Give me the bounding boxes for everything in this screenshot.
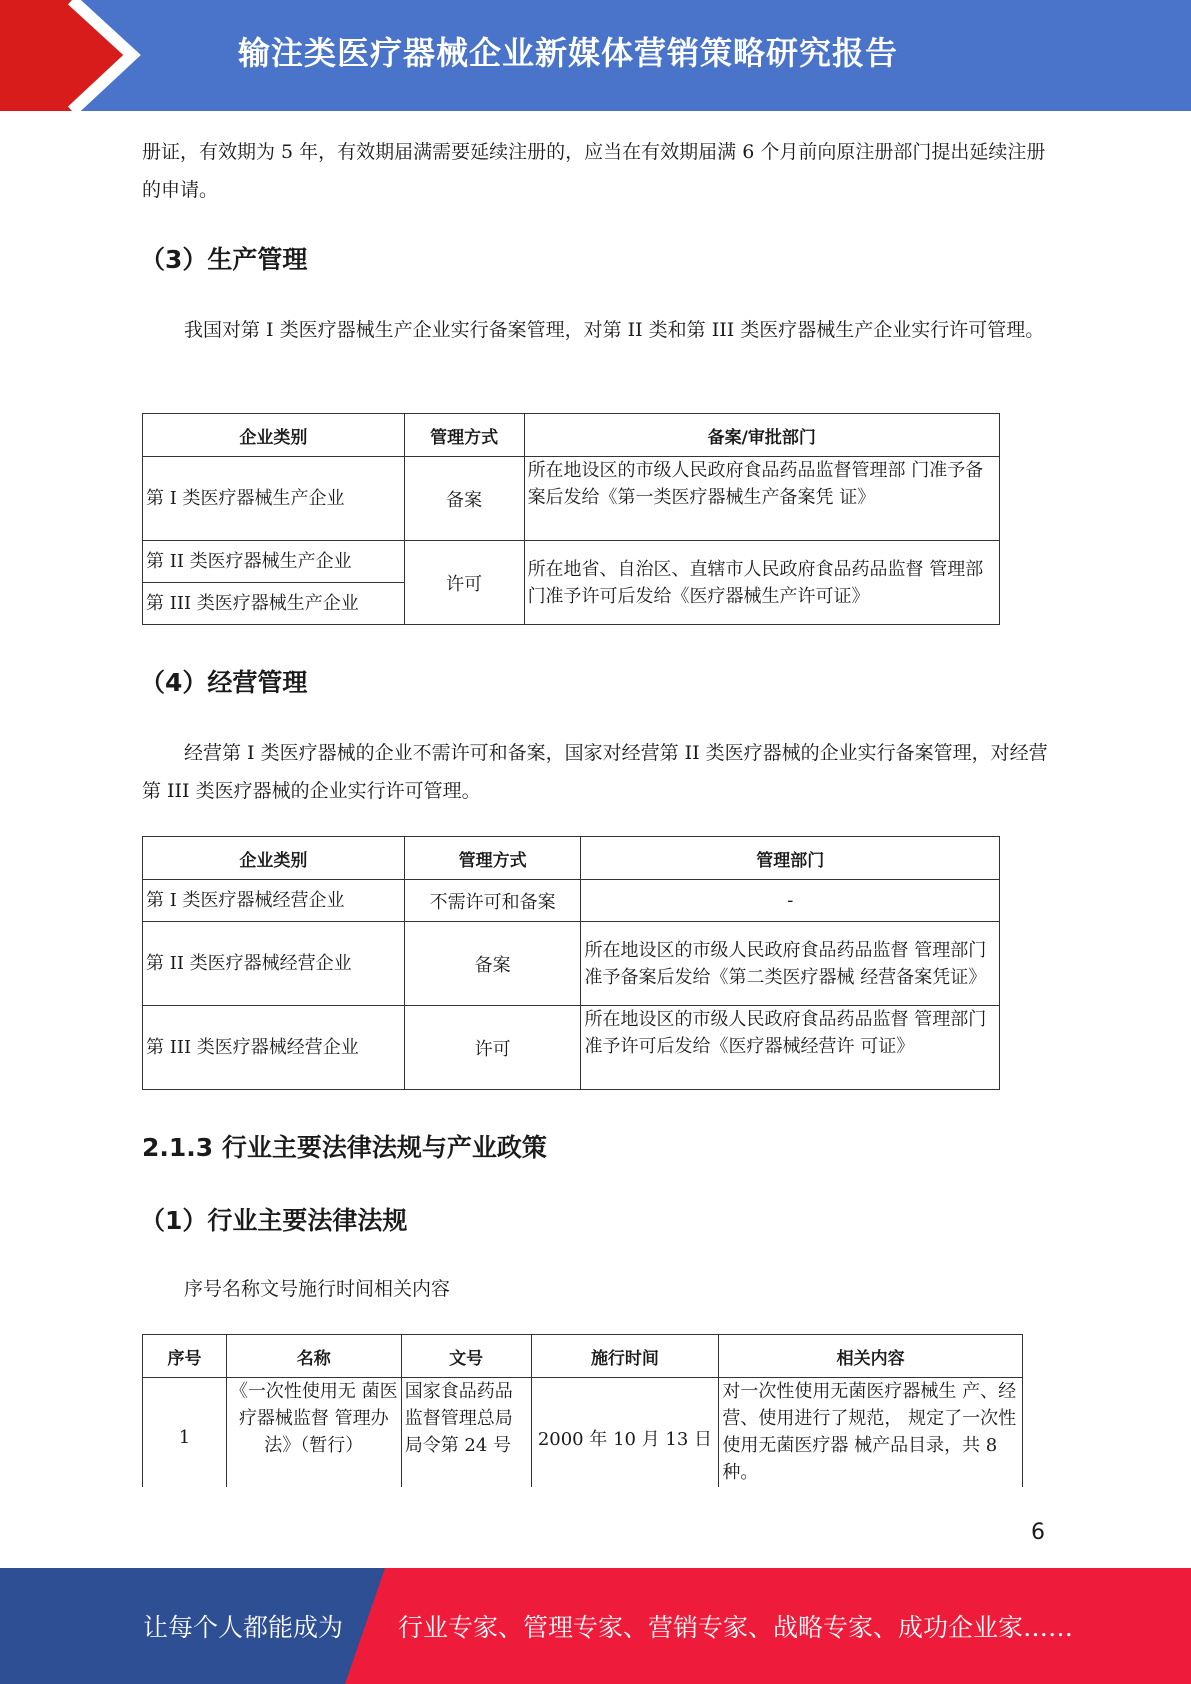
- table-cell-method: 许可: [404, 1006, 581, 1090]
- subsection-heading-laws: （1）行业主要法律法规: [140, 1206, 408, 1235]
- table-row: [143, 880, 1000, 922]
- table-cell-category: 第 II 类医疗器械生产企业: [143, 541, 405, 583]
- table-cell-category: 第 III 类医疗器械生产企业: [143, 583, 405, 625]
- table-row: [143, 541, 1000, 583]
- table-row: [143, 922, 1000, 1006]
- section-heading-operation: （4）经营管理: [140, 668, 308, 697]
- table-header-cell: 企业类别: [143, 414, 405, 457]
- table-header-cell: 管理方式: [404, 414, 524, 457]
- table-header-cell: 名称: [226, 1335, 401, 1378]
- intro-paragraph: 册证，有效期为 5 年，有效期届满需要延续注册的，应当在有效期届满 6 个月前向原注册部门提出延续注册的申请。: [142, 141, 1046, 201]
- table-row: [143, 457, 1000, 541]
- footer-slogan-left: 让每个人都能成为: [143, 1613, 344, 1642]
- page-footer: [0, 1568, 1191, 1684]
- table-header-cell: 企业类别: [143, 837, 405, 880]
- table-cell-dept: 所在地设区的市级人民政府食品药品监督管理部 门准予备案后发给《第一类医疗器械生产备案凭 证》: [524, 457, 999, 541]
- table-cell-content: 对一次性使用无菌医疗器械生 产、经营、使用进行了规范， 规定了一次性使用无菌医疗器 械产品目录，共 8 种。: [719, 1378, 1023, 1488]
- table-header-cell: 施行时间: [531, 1335, 719, 1378]
- footer-slogan-right: 行业专家、管理专家、营销专家、战略专家、成功企业家……: [398, 1613, 1074, 1642]
- table-row: [143, 1378, 1023, 1488]
- operation-table: [142, 836, 1000, 1090]
- laws-table: [142, 1334, 1023, 1487]
- section-heading-production: （3）生产管理: [140, 245, 308, 274]
- table-cell-dept: 所在地设区的市级人民政府食品药品监督 管理部门准予许可后发给《医疗器械经营许 可证》: [581, 1006, 1000, 1090]
- table-header-cell: 序号: [143, 1335, 227, 1378]
- table-header-cell: 文号: [401, 1335, 531, 1378]
- laws-table-clip: [142, 1334, 1024, 1487]
- table-header-row: [143, 837, 1000, 880]
- table-cell-method: 备案: [404, 922, 581, 1006]
- page-header: [0, 0, 1191, 111]
- table-cell-category: 第 II 类医疗器械经营企业: [143, 922, 405, 1006]
- table-cell-method: 许可: [404, 541, 524, 625]
- table-header-cell: 管理部门: [581, 837, 1000, 880]
- table-cell-category: 第 III 类医疗器械经营企业: [143, 1006, 405, 1090]
- header-title: 输注类医疗器械企业新媒体营销策略研究报告: [238, 34, 899, 72]
- table-header-cell: 相关内容: [719, 1335, 1023, 1378]
- table-cell-method: 备案: [404, 457, 524, 541]
- table-header-row: [143, 1335, 1023, 1378]
- table-cell-category: 第 I 类医疗器械生产企业: [143, 457, 405, 541]
- table-row: [143, 1006, 1000, 1090]
- table-cell-date: 2000 年 10 月 13 日: [531, 1378, 719, 1488]
- table-header-cell: 备案/审批部门: [524, 414, 999, 457]
- table-cell-dept: 所在地设区的市级人民政府食品药品监督 管理部门准予备案后发给《第二类医疗器械 经营备案凭证》: [581, 922, 1000, 1006]
- table-cell-dept: 所在地省、自治区、直辖市人民政府食品药品监督 管理部门准予许可后发给《医疗器械生产许可证》: [524, 541, 999, 625]
- table-header-cell: 管理方式: [404, 837, 581, 880]
- operation-paragraph: 经营第 I 类医疗器械的企业不需许可和备案，国家对经营第 II 类医疗器械的企业实行备案管理，对经营第 III 类医疗器械的企业实行许可管理。: [142, 742, 1048, 802]
- table-cell-doc: 国家食品药品监督管理总局局令第 24 号: [401, 1378, 531, 1488]
- page-number: 6: [1031, 1520, 1045, 1545]
- table-cell-category: 第 I 类医疗器械经营企业: [143, 880, 405, 922]
- laws-paragraph: 序号名称文号施行时间相关内容: [184, 1278, 451, 1300]
- section-heading-regulations: 2.1.3 行业主要法律法规与产业政策: [142, 1133, 547, 1162]
- table-cell-name: 《一次性使用无 菌医疗器械监督 管理办法》（暂行）: [226, 1378, 401, 1488]
- table-header-row: [143, 414, 1000, 457]
- table-cell-no: 1: [143, 1378, 227, 1488]
- table-cell-dept: -: [581, 880, 1000, 922]
- table-cell-method: 不需许可和备案: [404, 880, 581, 922]
- production-paragraph: 我国对第 I 类医疗器械生产企业实行备案管理，对第 II 类和第 III 类医疗器械生产企业实行许可管理。: [184, 319, 1045, 341]
- production-table: [142, 413, 1000, 625]
